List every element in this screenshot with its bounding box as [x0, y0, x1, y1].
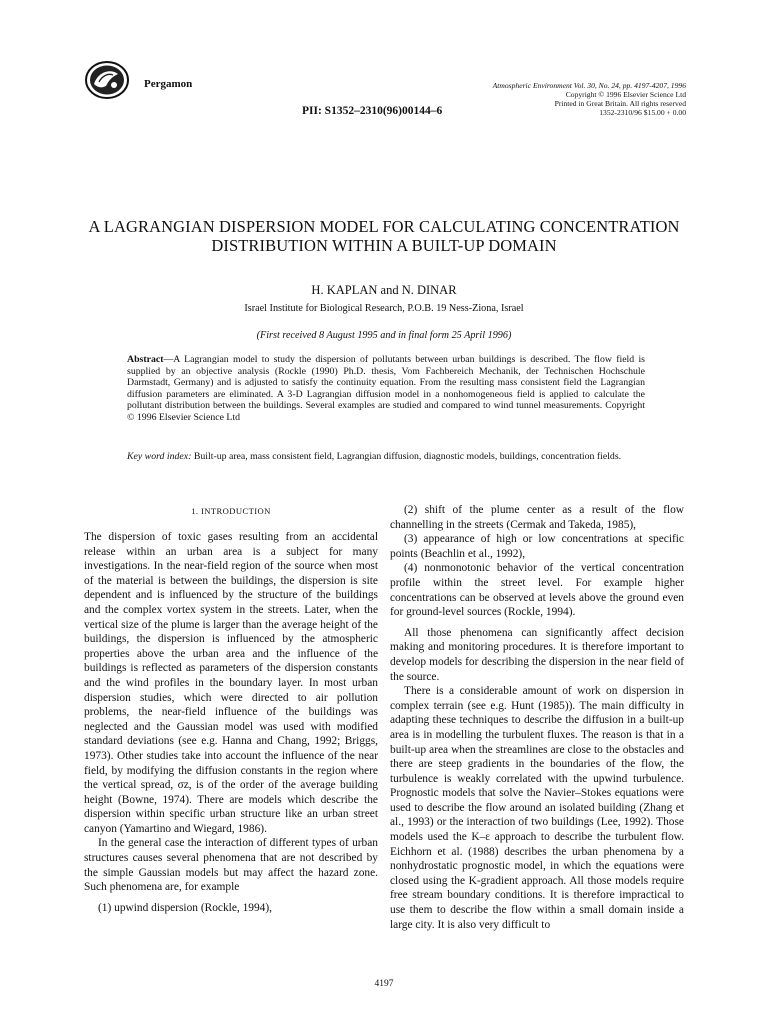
right-column: [390, 503, 684, 932]
abstract-label: Abstract: [127, 354, 164, 365]
page-number: 4197: [374, 979, 394, 989]
paragraph: There is a considerable amount of work on dispersion in complex terrain (see e.g. Hunt (1985)). The main difficulty in adapting these techniques to describe the diffusion in a built-up area is in modelling the turbulent fluxes. The reason is that in a built-up area when the streamlines are close to the obstacles and there are steep gradients in the boundaries of the flow, the turbulence is weakly correlated with the upwind turbulence. Prognostic models that solve the Navier–Stokes equations were used to describe the flow around an isolated building (Zhang et al., 1993) or the interaction of two buildings (Lee, 1992). Those models used the K–ε approach to describe the turbulent flow. Eichhorn et al. (1988) describes the urban phenomena by a nonhydrostatic prognostic model, in which the equations were closed using the K-gradient approach. All those models require free stream boundary conditions. It is therefore impractical to use them to describe the flow within a small domain inside a large city. It is also very difficult to: [390, 685, 684, 931]
abstract: [127, 354, 645, 424]
issn-price-line: 1352-2310/96 $15.00 + 0.00: [599, 108, 686, 117]
paper-title: A LAGRANGIAN DISPERSION MODEL FOR CALCULATING CONCENTRATION DISTRIBUTION WITHIN A BUILT-UP DOMAIN: [88, 217, 680, 255]
paragraph: In the general case the interaction of different types of urban structures causes several phenomena that are not described by the simple Gaussian models but may affect the hazard zone. Such phenomena are, for example: [84, 837, 378, 894]
journal-citation: Atmospheric Environment Vol. 30, No. 24, pp. 4197-4207, 1996: [492, 81, 686, 90]
paragraph: All those phenomena can significantly affect decision making and monitoring procedures. It is therefore important to develop models for describing the dispersion in the near field of the source.: [390, 626, 684, 683]
affiliation: Israel Institute for Biological Research, P.O.B. 19 Ness-Ziona, Israel: [244, 303, 524, 314]
journal-info: [493, 81, 686, 117]
list-item: (4) nonmonotonic behavior of the vertical concentration profile within the street level. For example higher concentrations can be observed at levels above the ground even for ground-level sources (Rockle, 1994).: [390, 562, 684, 619]
publisher-name: Pergamon: [144, 78, 193, 90]
section-heading-introduction: 1. INTRODUCTION: [191, 506, 271, 516]
keywords: [127, 451, 645, 463]
left-column: [84, 530, 378, 915]
abstract-text: —A Lagrangian model to study the dispersion of pollutants between urban buildings is described. The flow field is supplied by an objective analysis (Rockle (1990) Ph.D. thesis, Vom Fachbereich Mechanik, der Technischen Hochschule Darmstadt, Germany) and is adjusted to satisfy the continuity equation. From the resulting mass consistent field the Lagrangian diffusion parameters are eliminated. A 3-D Lagrangian diffusion model in a nonhomogeneous field is applied to calculate the pollutant distribution between the buildings. Several examples are studied and compared to wind tunnel measurements. Copyright © 1996 Elsevier Science Ltd: [127, 354, 645, 423]
list-item: (1) upwind dispersion (Rockle, 1994),: [98, 901, 272, 914]
keywords-text: Built-up area, mass consistent field, Lagrangian diffusion, diagnostic models, buildings, concentration fields.: [191, 451, 622, 462]
received-dates: (First received 8 August 1995 and in final form 25 April 1996): [256, 330, 512, 341]
list-item: (3) appearance of high or low concentrations at specific points (Beachlin et al., 1992),: [390, 533, 684, 560]
keywords-label: Key word index:: [127, 451, 192, 462]
list-item: (2) shift of the plume center as a result of the flow channelling in the streets (Cermak and Takeda, 1985),: [390, 504, 684, 531]
authors: H. KAPLAN and N. DINAR: [311, 283, 457, 297]
pii-code: PII: S1352–2310(96)00144–6: [302, 105, 443, 117]
printed-line: Printed in Great Britain. All rights reserved: [554, 99, 686, 108]
copyright-line: Copyright © 1996 Elsevier Science Ltd: [565, 90, 686, 99]
paragraph: The dispersion of toxic gases resulting from an accidental release within an urban area is a subject for many investigations. In the near-field region of the source when most of the material is between the buildings, the dispersion is site dependent and is influenced by the structure of the buildings and the complex vortex system in the streets. Later, when the vertical size of the plume is larger than the average height of the buildings, the dispersion is influenced by the atmospheric properties above the urban area and the influence of the buildings is reflected as parameters of the dispersion constants and the wind profiles in the boundary layer. In most urban dispersion studies, which were directed to air pollution problems, the near-field influence of the buildings was neglected and the Gaussian model was used with modified standard deviations (see e.g. Hanna and Chang, 1992; Briggs, 1973). Other studies take into account the influence of the near field, by modifying the diffusion constants in the region where the vertical spread, σz, is of the order of the average building height (Bowne, 1974). There are models which describe the dispersion within specific urban structure like an urban street canyon (Yamartino and Wiegard, 1986).: [84, 531, 378, 835]
pergamon-logo-icon: [84, 60, 130, 100]
